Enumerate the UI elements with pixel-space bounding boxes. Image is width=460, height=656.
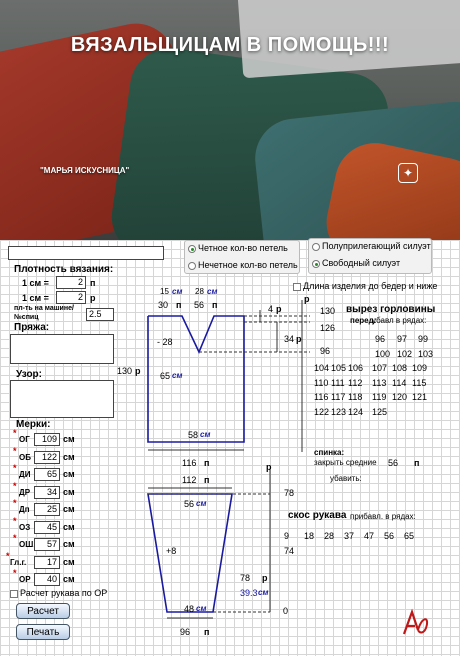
- sleeve-bottom-row: 0: [283, 606, 289, 616]
- sleeve-outline: [148, 494, 232, 612]
- measure-unit: см: [63, 557, 75, 567]
- stitches-density-label: 1 см =: [22, 278, 49, 288]
- yarn-title: Пряжа:: [14, 322, 50, 333]
- neckline-row-value: 124: [348, 407, 364, 417]
- semi-fit-label: Полуприлегающий силуэт: [322, 241, 431, 251]
- required-star: *: [13, 428, 17, 438]
- needle-label: №спиц: [14, 314, 39, 321]
- neckline-row-value: 119: [372, 392, 387, 402]
- sleeve-title: скос рукава: [288, 510, 347, 521]
- pattern-title: Узор:: [16, 369, 42, 380]
- even-stitches-label: Четное кол-во петель: [198, 243, 288, 253]
- shoulder-rows: 4: [268, 304, 274, 314]
- bottom-st-2: 112: [182, 475, 197, 485]
- required-star: *: [13, 463, 17, 473]
- neckline-row-value: 105: [331, 363, 347, 373]
- total-rows-unit: р: [135, 366, 141, 376]
- back-close-label: закрыть средние: [314, 458, 377, 467]
- sleeve-total-rows-unit: р: [262, 573, 268, 583]
- measure-input[interactable]: 122: [34, 451, 60, 464]
- needle-size-input[interactable]: 2.5: [86, 308, 114, 321]
- sleeve-row-value: 47: [364, 531, 375, 541]
- neckline-row-value: 100: [375, 349, 391, 359]
- neckline-row-value: 111: [331, 378, 345, 388]
- measure-input[interactable]: 109: [34, 433, 60, 446]
- required-star: *: [13, 498, 17, 508]
- neckline-row-value: 117: [331, 392, 346, 402]
- measure-unit: см: [63, 469, 75, 479]
- top-st-unit-1: п: [176, 300, 182, 310]
- neckline-row-value: 104: [314, 363, 330, 373]
- hip-length-label: Длина изделия до бедер и ниже: [303, 281, 438, 291]
- shoulder-rows-unit: р: [276, 304, 282, 314]
- bottom-st-unit-1: п: [204, 458, 210, 468]
- measure-unit: см: [63, 452, 75, 462]
- measure-unit: см: [63, 522, 75, 532]
- measure-unit: см: [63, 574, 75, 584]
- sleeve-length-cm: 39.3: [240, 588, 258, 598]
- sleeve-bottom-st: 96: [180, 627, 191, 637]
- measure-label: ОЗ: [19, 523, 31, 532]
- top-cm-2: 28: [195, 287, 204, 296]
- side-rows-1: 130: [320, 306, 336, 316]
- stitches-density-input[interactable]: 2: [56, 276, 86, 289]
- neck-rows: 34: [284, 334, 295, 344]
- neckline-row-value: 110: [314, 378, 329, 388]
- back-close-value: 56: [388, 458, 399, 468]
- top-st-unit-2: п: [212, 300, 218, 310]
- measure-unit: см: [63, 504, 75, 514]
- side-rows-2: 126: [320, 323, 336, 333]
- measures-title: Мерки:: [16, 419, 51, 430]
- measure-input[interactable]: 40: [34, 573, 60, 586]
- measure-unit: см: [63, 539, 75, 549]
- neck-minus: - 28: [157, 337, 173, 347]
- back-decrease-label: убавить:: [330, 474, 362, 483]
- total-rows-arrow-unit: р: [304, 294, 310, 304]
- measure-unit: см: [63, 487, 75, 497]
- sleeve-bottom-cm-unit: см: [196, 604, 207, 613]
- neckline-row-value: 96: [375, 334, 386, 344]
- top-cm-unit-2: см: [207, 287, 218, 296]
- neckline-row-value: 116: [314, 392, 329, 402]
- required-star: *: [13, 516, 17, 526]
- print-button[interactable]: Печать: [16, 624, 70, 640]
- measure-input[interactable]: 25: [34, 503, 60, 516]
- sleeve-row-value: 37: [344, 531, 355, 541]
- neckline-row-value: 123: [331, 407, 347, 417]
- sleeve-extra-row: 74: [284, 546, 295, 556]
- sleeve-top-cm-unit: см: [196, 499, 207, 508]
- neckline-row-value: 97: [397, 334, 408, 344]
- neckline-row-value: 107: [372, 363, 388, 373]
- measure-label: ОБ: [19, 453, 31, 462]
- sleeve-bottom-st-unit: п: [204, 627, 210, 637]
- neckline-row-value: 106: [348, 363, 364, 373]
- measure-input[interactable]: 65: [34, 468, 60, 481]
- measure-label: ОР: [19, 575, 31, 584]
- sleeve-plus: +8: [166, 546, 177, 556]
- sleeve-row-value: 65: [404, 531, 415, 541]
- sleeve-row-value: 9: [284, 531, 290, 541]
- rows-unit: р: [90, 293, 96, 303]
- neckline-title: вырез горловины: [346, 304, 436, 315]
- top-st-2: 56: [194, 300, 205, 310]
- required-star: *: [13, 481, 17, 491]
- measure-label: Дп: [19, 505, 30, 514]
- width-cm-unit: см: [200, 430, 211, 439]
- measure-label: Гл.г.: [10, 558, 27, 567]
- required-star: *: [13, 533, 17, 543]
- width-cm: 58: [188, 430, 199, 440]
- calculate-button[interactable]: Расчет: [16, 603, 70, 619]
- stitches-unit: п: [90, 278, 96, 288]
- neckline-row-value: 115: [412, 378, 427, 388]
- banner-subtitle: "МАРЬЯ ИСКУСНИЦА": [40, 166, 130, 175]
- neckline-row-value: 99: [418, 334, 429, 344]
- density-title: Плотность вязания:: [14, 264, 114, 275]
- odd-stitches-label: Нечетное кол-во петель: [198, 260, 298, 270]
- measure-label: ОШ: [19, 540, 34, 549]
- sleeve-length-cm-unit: см: [258, 588, 269, 597]
- measure-label: ДИ: [19, 470, 31, 479]
- total-rows: 130: [117, 366, 133, 376]
- front-desc: убавл в рядах:: [372, 316, 427, 325]
- bottom-st-unit-2: п: [204, 475, 210, 485]
- sleeve-top-cm: 56: [184, 499, 195, 509]
- neckline-row-value: 118: [348, 392, 363, 402]
- neckline-row-value: 102: [397, 349, 413, 359]
- banner-title: ВЯЗАЛЬЩИЦАМ В ПОМОЩЬ!!!: [70, 34, 390, 56]
- required-star: *: [13, 568, 17, 578]
- sleeve-top-row: 78: [284, 488, 295, 498]
- side-rows-3: 96: [320, 346, 331, 356]
- neckline-row-value: 120: [392, 392, 408, 402]
- front-label: перед:: [350, 316, 377, 325]
- neck-rows-unit: р: [296, 334, 302, 344]
- measure-input[interactable]: 57: [34, 538, 60, 551]
- length-cm: 65: [160, 371, 171, 381]
- bottom-st-1: 116: [182, 458, 197, 468]
- measure-label: ОГ: [19, 435, 30, 444]
- neckline-row-value: 103: [418, 349, 434, 359]
- sleeve-calc-label: Расчет рукава по ОР: [20, 588, 108, 598]
- required-star: *: [13, 446, 17, 456]
- length-cm-unit: см: [172, 371, 183, 380]
- back-close-unit: п: [414, 458, 420, 468]
- sleeve-bottom-cm: 48: [184, 604, 195, 614]
- neckline-row-value: 112: [348, 378, 363, 388]
- body-diagram: [0, 240, 460, 656]
- sleeve-desc: прибавл. в рядах:: [350, 512, 416, 521]
- machine-label: пл-ть на машине/: [14, 305, 74, 312]
- sparkle-icon[interactable]: ✦: [398, 163, 418, 183]
- neckline-row-value: 109: [412, 363, 428, 373]
- neckline-row-value: 122: [314, 407, 330, 417]
- top-cm-1: 15: [160, 287, 169, 296]
- back-label: спинка:: [314, 448, 345, 457]
- sleeve-rows-arrow-unit: р: [266, 462, 272, 472]
- sleeve-row-value: 18: [304, 531, 315, 541]
- logo-watermark: [400, 606, 432, 638]
- sleeve-total-rows: 78: [240, 573, 251, 583]
- rows-density-input[interactable]: 2: [56, 291, 86, 304]
- measure-label: ДР: [19, 488, 31, 497]
- neckline-row-value: 108: [392, 363, 408, 373]
- measure-input[interactable]: 17: [34, 556, 60, 569]
- measure-input[interactable]: 34: [34, 486, 60, 499]
- required-star: *: [6, 551, 10, 561]
- neckline-row-value: 113: [372, 378, 387, 388]
- rows-density-label: 1 см =: [22, 293, 49, 303]
- top-cm-unit-1: см: [172, 287, 183, 296]
- measure-unit: см: [63, 434, 75, 444]
- sleeve-row-value: 28: [324, 531, 335, 541]
- top-st-1: 30: [158, 300, 169, 310]
- measure-input[interactable]: 45: [34, 521, 60, 534]
- neckline-row-value: 114: [392, 378, 407, 388]
- sleeve-row-value: 56: [384, 531, 395, 541]
- neckline-row-value: 125: [372, 407, 388, 417]
- neckline-row-value: 121: [412, 392, 428, 402]
- header-banner: [0, 0, 460, 240]
- free-silhouette-label: Свободный силуэт: [322, 258, 401, 268]
